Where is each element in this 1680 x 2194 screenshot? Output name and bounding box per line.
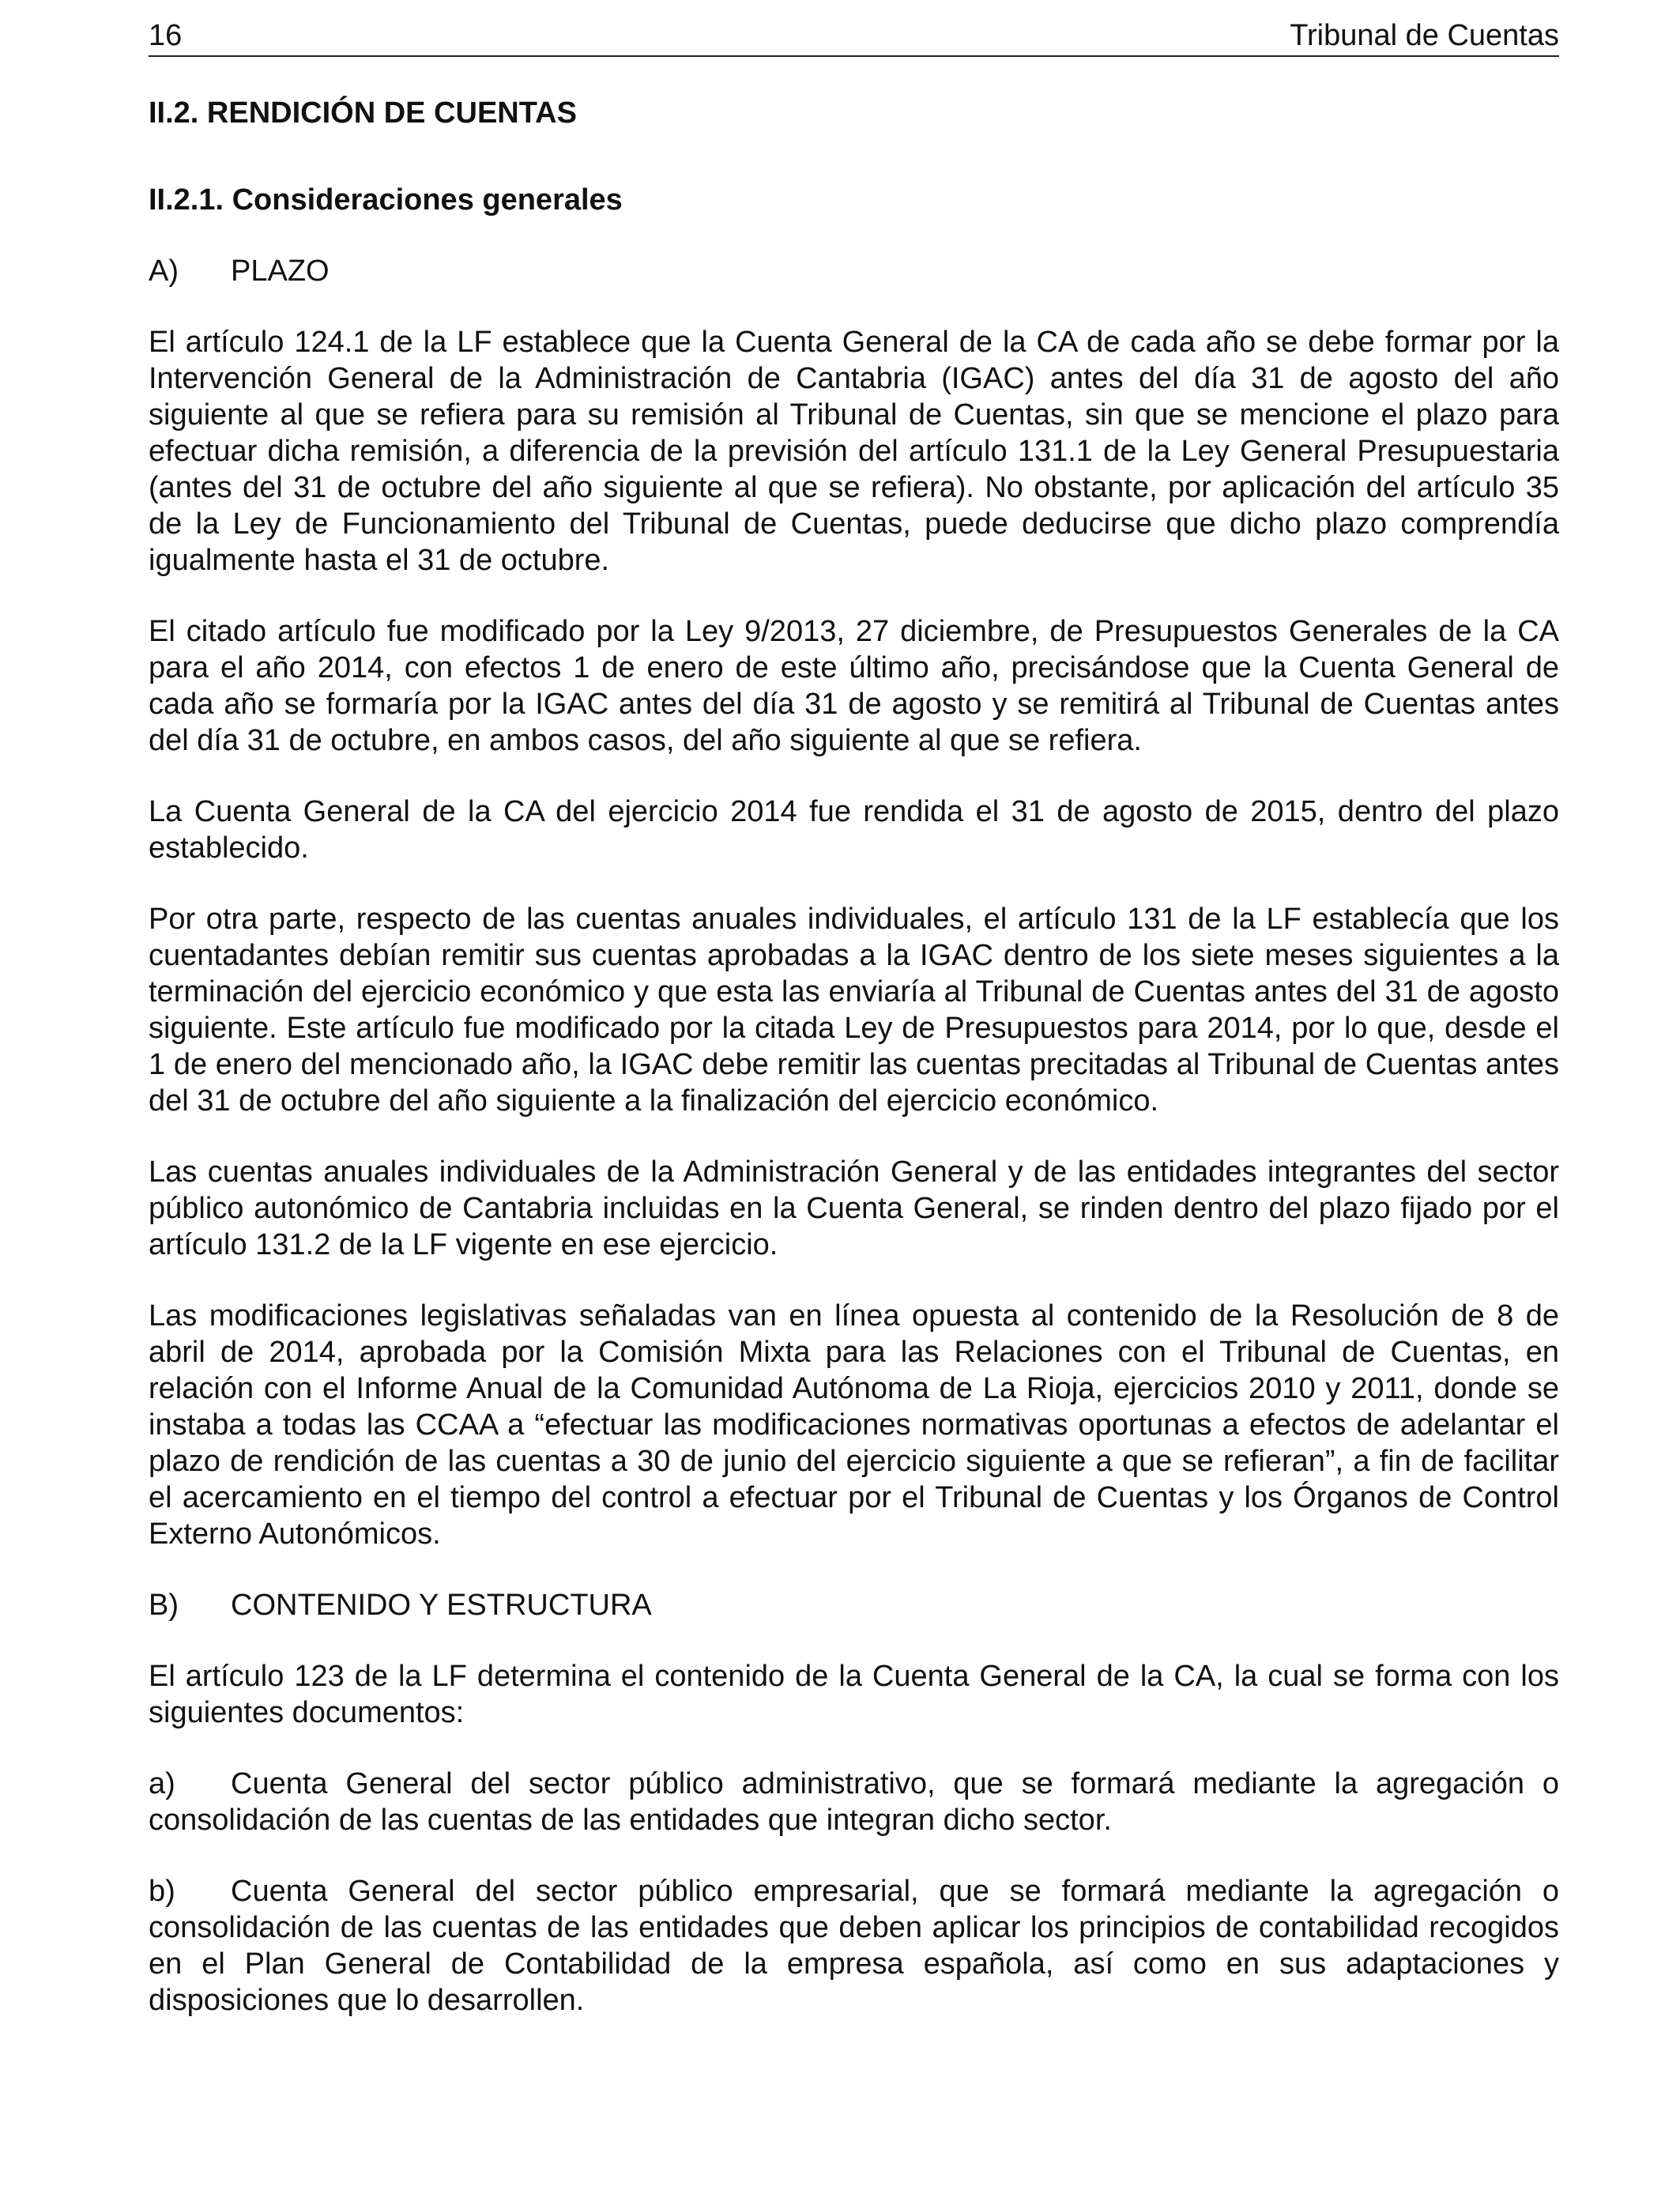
paragraph: El artículo 124.1 de la LF establece que la Cuenta General de la CA de cada año se debe formar por la Intervención General de la Administración de Cantabria (IGAC) antes del día 31 de agosto del año siguiente al que se refiera para su remisión al Tribunal de Cuentas, sin que se mencione el plazo para efectuar dicha remisión, a diferencia de la previsión del artículo 131.1 de la Ley General Presupuestaria (antes del 31 de octubre del año siguiente al que se refiera). No obstante, por aplicación del artículo 35 de la Ley de Funcionamiento del Tribunal de Cuentas, puede deducirse que dicho plazo comprendía igualmente hasta el 31 de octubre.	[149, 326, 1559, 577]
paragraph: Las modificaciones legislativas señaladas van en línea opuesta al contenido de la Resolución de 8 de abril de 2014, aprobada por la Comisión Mixta para las Relaciones con el Tribunal de Cuentas, en relación con el Informe Anual de la Comunidad Autónoma de La Rioja, ejercicios 2010 y 2011, donde se instaba a todas las CCAA a “efectuar las modificaciones normativas oportunas a efectos de adelantar el plazo de rendición de las cuentas a 30 de junio del ejercicio siguiente a que se refieran”, a fin de facilitar el acercamiento en el tiempo del control a efectuar por el Tribunal de Cuentas y los Órganos de Control Externo Autonómicos.	[149, 1299, 1559, 1551]
heading-contenido-letter: B)	[149, 1589, 179, 1622]
list-item-text: Cuenta General del sector público empresarial, que se formará mediante la agregación o consolidación de las cuentas de las entidades que deben aplicar los principios de contabilidad recogidos en el Plan General de Contabilidad de la empresa española, así como en sus adaptaciones y disposiciones que lo desarrollen.	[149, 1875, 1559, 2017]
heading-plazo-text: PLAZO	[231, 254, 330, 288]
list-item	[149, 1873, 1559, 2019]
list-item-text: Cuenta General del sector público administrativo, que se formará mediante la agregación o consolidación de las cuentas de las entidades que integran dicho sector.	[149, 1767, 1559, 1837]
paragraph-intro: El artículo 123 de la LF determina el contenido de la Cuenta General de la CA, la cual se forma con los siguientes documentos:	[149, 1660, 1559, 1729]
list-item-marker: b)	[149, 1875, 175, 1908]
list-item	[149, 1766, 1559, 1838]
page-number: 16	[149, 19, 183, 52]
paragraph: Las cuentas anuales individuales de la Administración General y de las entidades integrantes del sector público autonómico de Cantabria incluidas en la Cuenta General, se rinden dentro del plazo fijado por el artículo 131.2 de la LF vigente en ese ejercicio.	[149, 1155, 1559, 1261]
heading-plazo	[149, 253, 1559, 289]
paragraph: Por otra parte, respecto de las cuentas anuales individuales, el artículo 131 de la LF establecía que los cuentadantes debían remitir sus cuentas aprobadas a la IGAC dentro de los siete meses siguientes a la terminación del ejercicio económico y que esta las enviaría al Tribunal de Cuentas antes del 31 de agosto siguiente. Este artículo fue modificado por la citada Ley de Presupuestos para 2014, por lo que, desde el 1 de enero del mencionado año, la IGAC debe remitir las cuentas precitadas al Tribunal de Cuentas antes del 31 de octubre del año siguiente a la finalización del ejercicio económico.	[149, 903, 1559, 1118]
header-title: Tribunal de Cuentas	[1290, 19, 1559, 52]
section-title: II.2. RENDICIÓN DE CUENTAS	[149, 96, 577, 130]
subsection-title: II.2.1. Consideraciones generales	[149, 183, 623, 217]
running-header	[149, 17, 1559, 57]
heading-contenido	[149, 1587, 1559, 1623]
heading-contenido-text: CONTENIDO Y ESTRUCTURA	[231, 1589, 652, 1622]
heading-plazo-letter: A)	[149, 254, 179, 288]
document-body	[149, 95, 1559, 2019]
list-item-marker: a)	[149, 1767, 175, 1800]
paragraph: La Cuenta General de la CA del ejercicio 2014 fue rendida el 31 de agosto de 2015, dentro del plazo establecido.	[149, 795, 1559, 865]
paragraph: El citado artículo fue modificado por la Ley 9/2013, 27 diciembre, de Presupuestos Generales de la CA para el año 2014, con efectos 1 de enero de este último año, precisándose que la Cuenta General de cada año se formaría por la IGAC antes del día 31 de agosto y se remitirá al Tribunal de Cuentas antes del día 31 de octubre, en ambos casos, del año siguiente al que se refiera.	[149, 615, 1559, 757]
